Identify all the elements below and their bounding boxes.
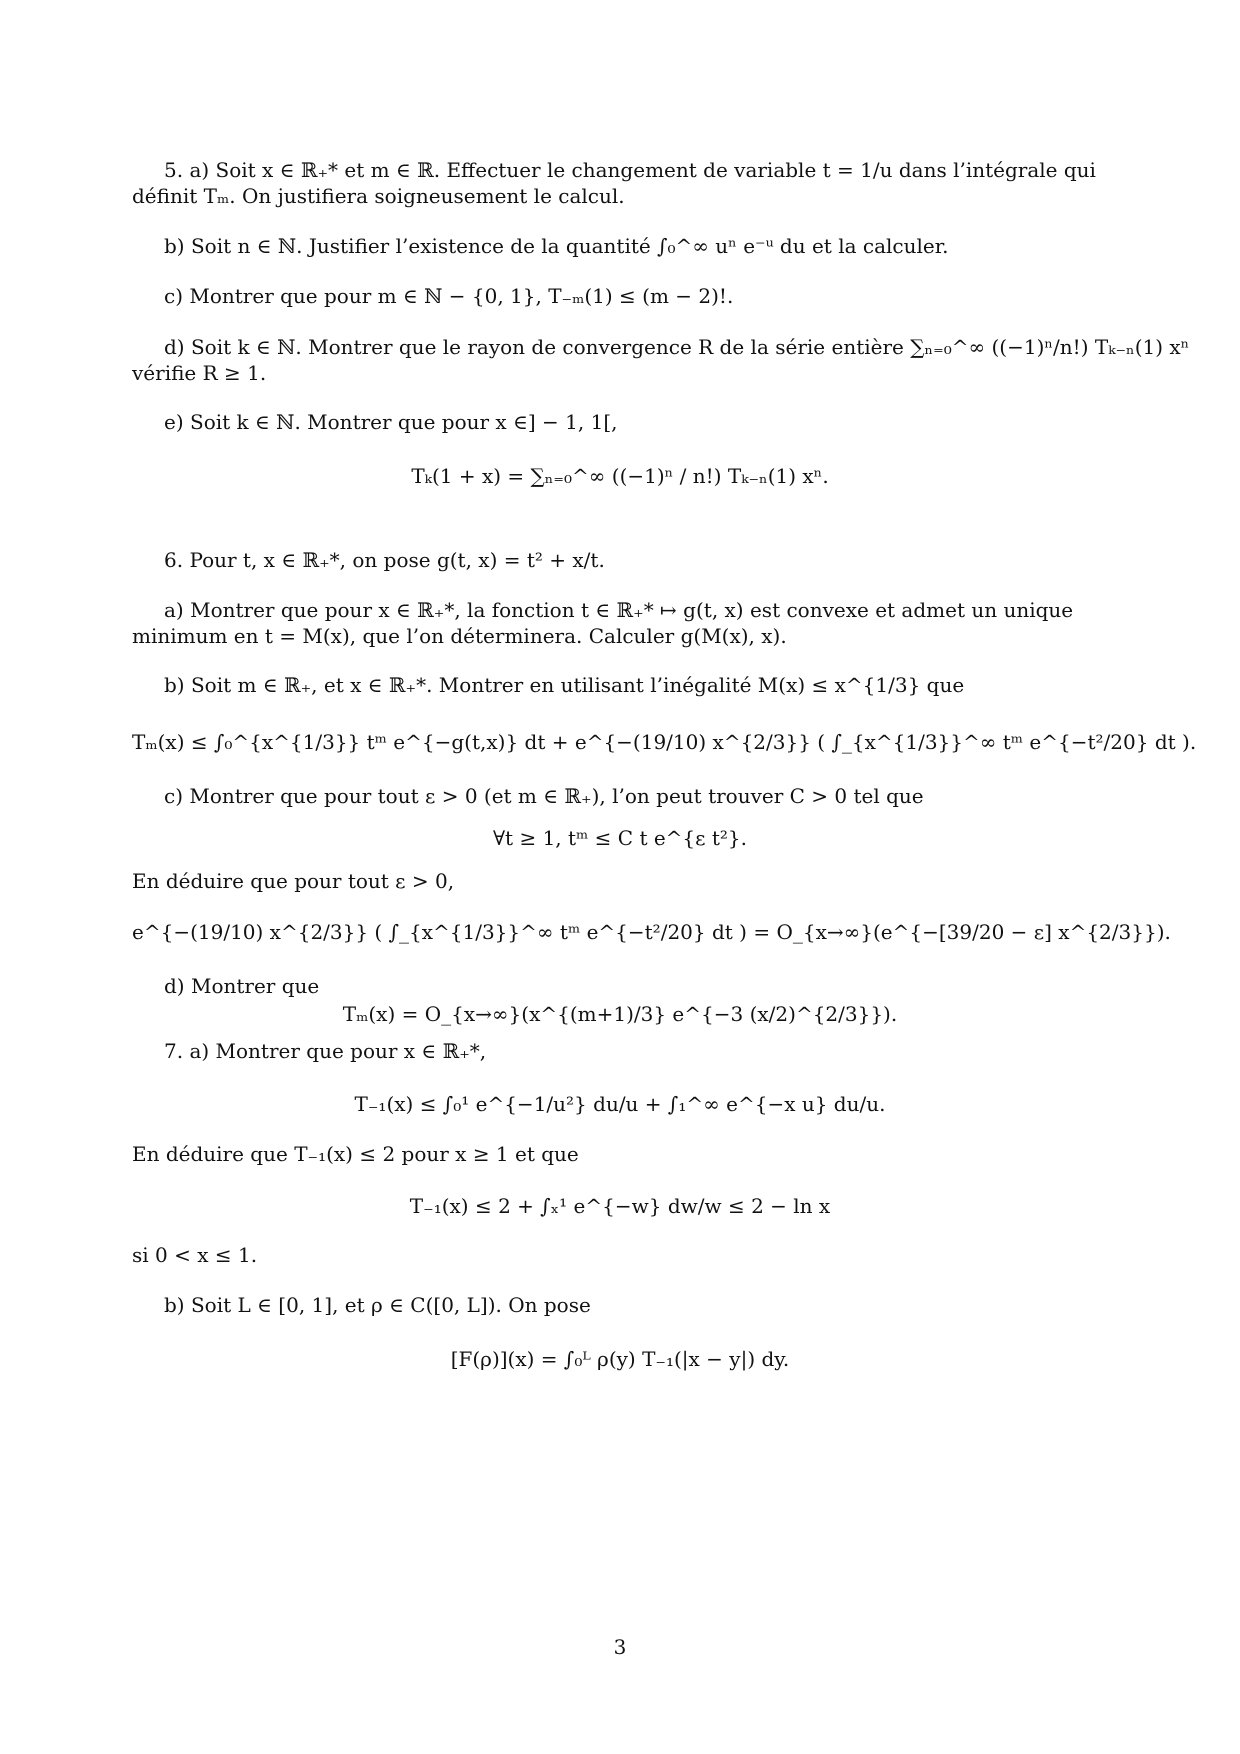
question-6c-deduction: En déduire que pour tout ε > 0, xyxy=(132,869,455,893)
question-6d: d) Montrer que xyxy=(164,974,320,998)
question-5a-line-2: définit Tₘ. On justifiera soigneusement le calcul. xyxy=(132,184,625,208)
question-6a-line-1: a) Montrer que pour x ∈ ℝ₊*, la fonction t ∈ ℝ₊* ↦ g(t, x) est convexe et admet un unique xyxy=(164,598,1074,622)
page-number: 3 xyxy=(613,1635,627,1659)
equation-6c: ∀t ≥ 1, tᵐ ≤ C t e^{ε t²}. xyxy=(492,826,748,850)
question-5c: c) Montrer que pour m ∈ ℕ − {0, 1}, T₋ₘ(1) ≤ (m − 2)!. xyxy=(164,284,734,308)
question-5d-line-1: d) Soit k ∈ ℕ. Montrer que le rayon de convergence R de la série entière ∑ₙ₌₀^∞ ((−1)ⁿ/n!) Tₖ₋ₙ(1) xⁿ xyxy=(164,335,1190,359)
question-7a-condition: si 0 < x ≤ 1. xyxy=(132,1243,258,1267)
question-5e: e) Soit k ∈ ℕ. Montrer que pour x ∈] − 1, 1[, xyxy=(164,410,618,434)
equation-6b: Tₘ(x) ≤ ∫₀^{x^{1/3}} tᵐ e^{−g(t,x)} dt + e^{−(19/10) x^{2/3}} ( ∫_{x^{1/3}}^∞ tᵐ e^{−t²/20} dt ). xyxy=(132,730,1197,754)
question-6a-line-2: minimum en t = M(x), que l’on déterminera. Calculer g(M(x), x). xyxy=(132,624,787,648)
equation-6c-2: e^{−(19/10) x^{2/3}} ( ∫_{x^{1/3}}^∞ tᵐ e^{−t²/20} dt ) = O_{x→∞}(e^{−[39/20 − ε] x^{2/3}}). xyxy=(132,920,1171,944)
question-7b: b) Soit L ∈ [0, 1], et ρ ∈ C([0, L]). On pose xyxy=(164,1293,591,1317)
question-6: 6. Pour t, x ∈ ℝ₊*, on pose g(t, x) = t² + x/t. xyxy=(164,548,605,572)
equation-7b: [F(ρ)](x) = ∫₀ᴸ ρ(y) T₋₁(|x − y|) dy. xyxy=(450,1347,790,1371)
question-6b: b) Soit m ∈ ℝ₊, et x ∈ ℝ₊*. Montrer en utilisant l’inégalité M(x) ≤ x^{1/3} que xyxy=(164,673,965,697)
question-5a-line-1: 5. a) Soit x ∈ ℝ₊* et m ∈ ℝ. Effectuer le changement de variable t = 1/u dans l’intégrale qui xyxy=(164,158,1096,182)
question-6c: c) Montrer que pour tout ε > 0 (et m ∈ ℝ₊), l’on peut trouver C > 0 tel que xyxy=(164,784,924,808)
equation-7a: T₋₁(x) ≤ ∫₀¹ e^{−1/u²} du/u + ∫₁^∞ e^{−x u} du/u. xyxy=(354,1092,886,1116)
equation-7a-2: T₋₁(x) ≤ 2 + ∫ₓ¹ e^{−w} dw/w ≤ 2 − ln x xyxy=(409,1194,831,1218)
question-7a: 7. a) Montrer que pour x ∈ ℝ₊*, xyxy=(164,1039,487,1063)
question-5d-line-2: vérifie R ≥ 1. xyxy=(132,361,267,385)
question-7a-deduction: En déduire que T₋₁(x) ≤ 2 pour x ≥ 1 et que xyxy=(132,1142,579,1166)
equation-5e: Tₖ(1 + x) = ∑ₙ₌₀^∞ ((−1)ⁿ / n!) Tₖ₋ₙ(1) xⁿ. xyxy=(411,464,829,488)
question-5b: b) Soit n ∈ ℕ. Justifier l’existence de la quantité ∫₀^∞ uⁿ e⁻ᵘ du et la calculer. xyxy=(164,234,949,258)
equation-6d: Tₘ(x) = O_{x→∞}(x^{(m+1)/3} e^{−3 (x/2)^{2/3}}). xyxy=(342,1002,898,1026)
